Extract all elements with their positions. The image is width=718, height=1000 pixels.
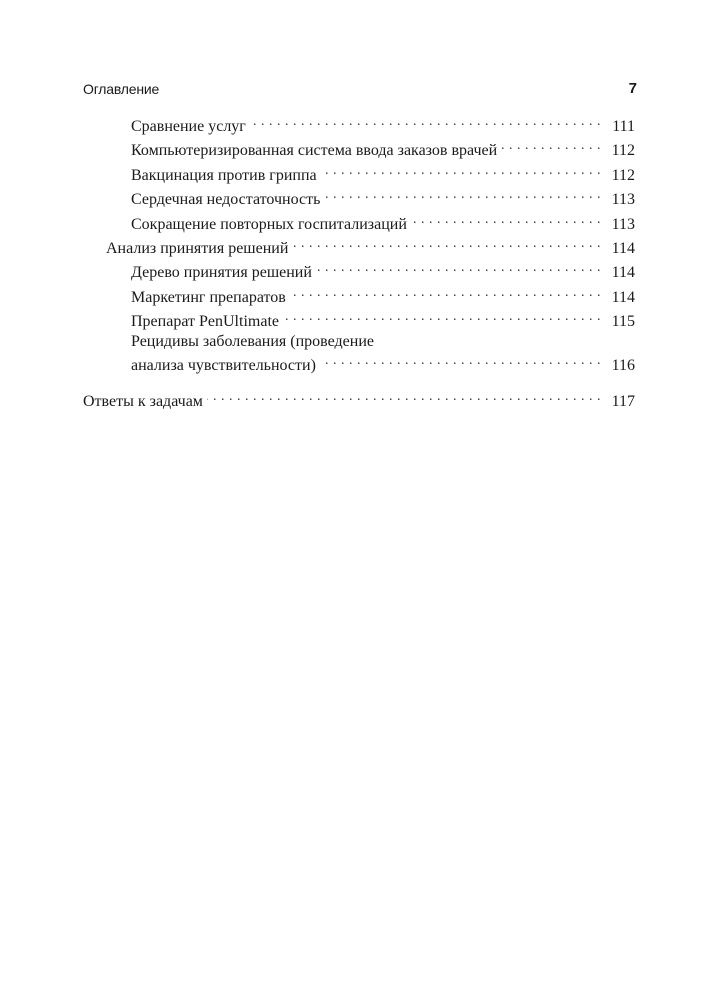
toc-entry-title: Ответы к задачам xyxy=(83,393,203,411)
toc-entry-title: Сокращение повторных госпитализаций xyxy=(131,215,407,233)
running-head xyxy=(83,80,637,100)
toc-entry[interactable] xyxy=(83,112,635,136)
dot-leader xyxy=(316,258,601,277)
toc-entry-title: Маркетинг препаратов xyxy=(131,288,286,306)
toc-entry-title: Сердечная недостаточность xyxy=(131,191,321,209)
toc-entry[interactable] xyxy=(83,283,635,307)
toc-entry-page: 114 xyxy=(611,240,635,258)
toc-entry-title: Компьютеризированная система ввода заказов врачей xyxy=(131,142,498,160)
dot-leader xyxy=(283,307,601,326)
toc-entry-title: Дерево принятия решений xyxy=(131,264,312,282)
toc-entry-page: 113 xyxy=(611,215,635,233)
toc-entry-page: 113 xyxy=(611,191,635,209)
toc-entry-title: анализа чувствительности) xyxy=(131,357,316,375)
toc-entry-wrapped-line[interactable] xyxy=(83,332,635,351)
toc-entry[interactable] xyxy=(83,351,635,375)
toc-entry[interactable] xyxy=(83,161,635,185)
toc-entry[interactable] xyxy=(83,258,635,282)
dot-leader xyxy=(292,234,601,253)
dot-leader xyxy=(321,161,601,180)
toc-entry[interactable] xyxy=(83,307,635,331)
toc-entry-title: Препарат PenUltimate xyxy=(131,313,279,331)
dot-leader xyxy=(320,351,601,370)
toc-entry-page: 116 xyxy=(611,357,635,375)
page-number: 7 xyxy=(628,80,637,97)
toc-section-entry[interactable] xyxy=(83,234,635,258)
toc-entry-page: 114 xyxy=(611,264,635,282)
toc-entry-title-line1: Рецидивы заболевания (проведение xyxy=(131,332,374,350)
toc-entry-page: 117 xyxy=(611,393,635,411)
dot-leader xyxy=(324,185,601,204)
dot-leader xyxy=(290,283,601,302)
toc-entry-page: 115 xyxy=(611,313,635,331)
toc-entry-page: 111 xyxy=(612,118,635,135)
running-head-title: Оглавление xyxy=(83,81,160,97)
toc-entry-title: Вакцинация против гриппа xyxy=(131,166,317,184)
toc-entry[interactable] xyxy=(83,136,635,160)
toc-entry-page: 112 xyxy=(611,166,635,184)
toc-entry-page: 112 xyxy=(611,142,635,160)
dot-leader xyxy=(250,112,601,131)
toc-entry-page: 114 xyxy=(611,288,635,306)
dot-leader xyxy=(207,387,601,406)
dot-leader xyxy=(501,136,601,155)
toc-entry[interactable] xyxy=(83,210,635,234)
toc-entry[interactable] xyxy=(83,185,635,209)
table-of-contents xyxy=(83,112,635,412)
toc-entry-title: Анализ принятия решений xyxy=(106,240,289,258)
dot-leader xyxy=(411,210,601,229)
toc-entry-title: Сравнение услуг xyxy=(131,118,246,135)
toc-chapter-entry[interactable] xyxy=(83,387,635,411)
